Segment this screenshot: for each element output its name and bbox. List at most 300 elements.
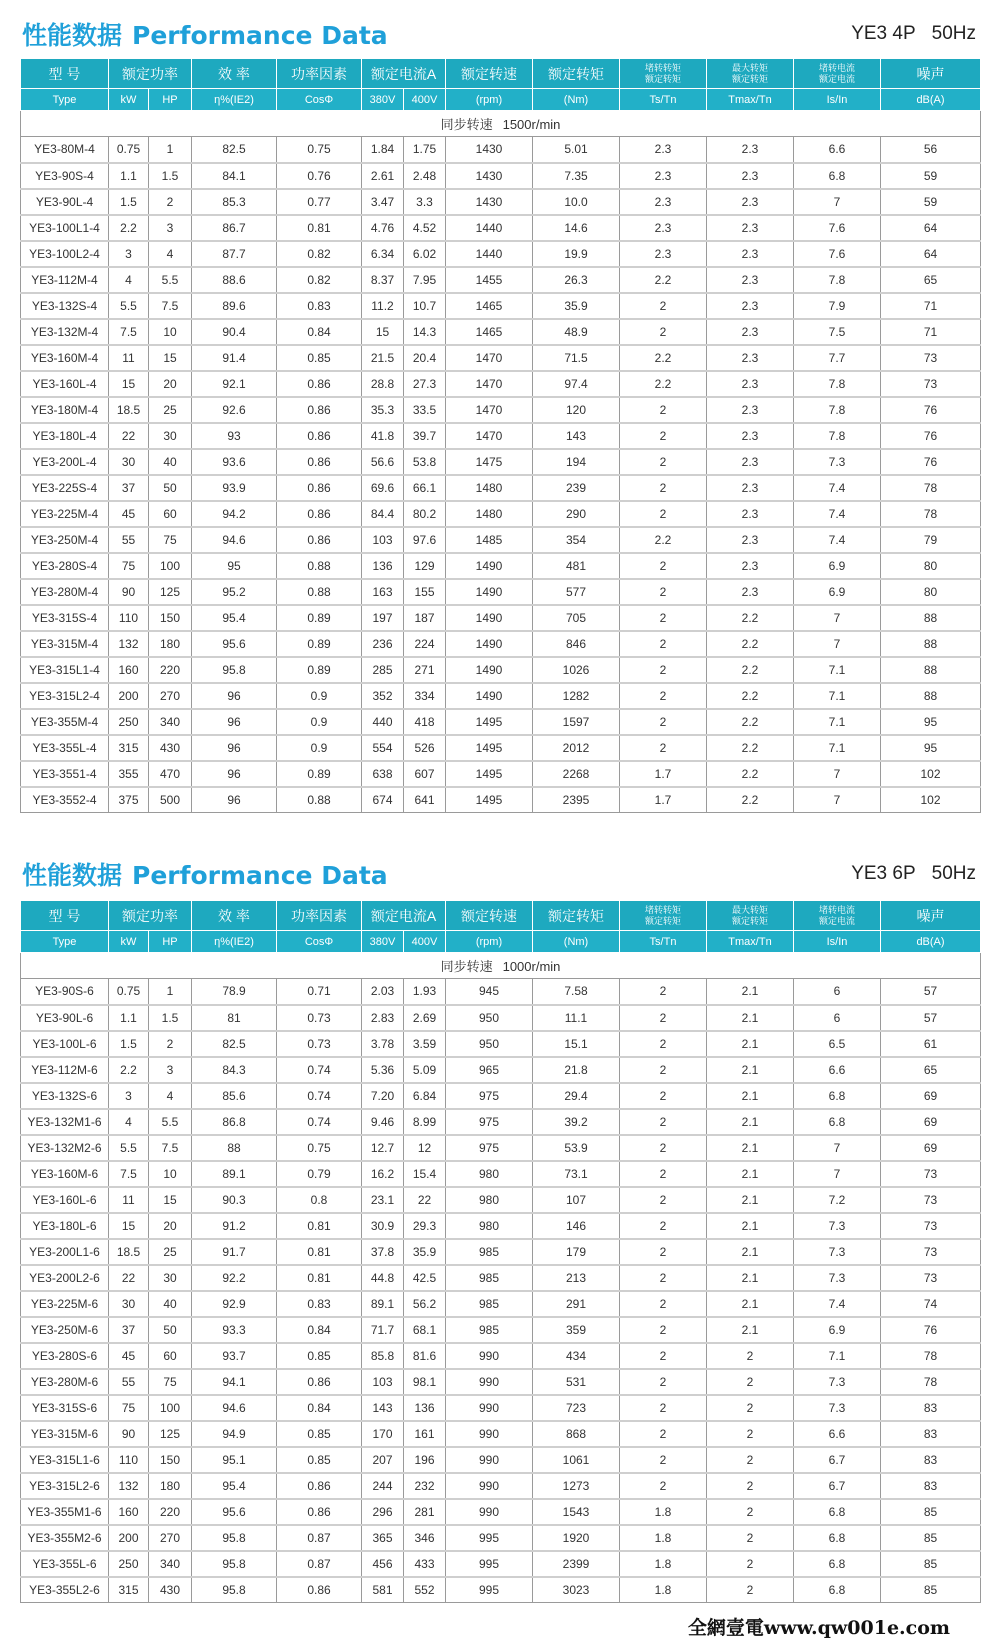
cell-type: YE3-180M-4 <box>21 397 109 423</box>
cell-current-400v: 3.3 <box>404 189 446 215</box>
table-row <box>21 1213 981 1239</box>
cell-type: YE3-100L-6 <box>21 1031 109 1057</box>
cell-type: YE3-315L1-6 <box>21 1447 109 1473</box>
cell-locked-current-ratio: 7 <box>794 189 881 215</box>
cell-noise: 83 <box>881 1421 981 1447</box>
cell-noise: 69 <box>881 1083 981 1109</box>
cell-locked-current-ratio: 7.6 <box>794 215 881 241</box>
cell-locked-torque-ratio: 2.3 <box>620 137 707 163</box>
cell-locked-current-ratio: 7.4 <box>794 1291 881 1317</box>
cell-type: YE3-355M-4 <box>21 709 109 735</box>
cell-rated-speed: 1475 <box>446 449 533 475</box>
sync-speed-label: 同步转速 <box>440 117 493 132</box>
cell-locked-current-ratio: 7.7 <box>794 345 881 371</box>
cell-current-380v: 638 <box>362 761 404 787</box>
cell-power-factor: 0.82 <box>277 241 362 267</box>
cell-max-torque-ratio: 2.3 <box>707 527 794 553</box>
cell-rated-speed: 1495 <box>446 787 533 813</box>
cell-noise: 76 <box>881 1317 981 1343</box>
cell-current-380v: 3.47 <box>362 189 404 215</box>
cell-locked-torque-ratio: 2 <box>620 631 707 657</box>
cell-current-380v: 69.6 <box>362 475 404 501</box>
cell-current-380v: 4.76 <box>362 215 404 241</box>
cell-max-torque-ratio: 2 <box>707 1369 794 1395</box>
table-row <box>21 1291 981 1317</box>
cell-power-factor: 0.86 <box>277 397 362 423</box>
cell-locked-torque-ratio: 2 <box>620 1421 707 1447</box>
cell-max-torque-ratio: 2.2 <box>707 709 794 735</box>
cell-current-400v: 20.4 <box>404 345 446 371</box>
cell-power-kw: 1.1 <box>109 1005 149 1031</box>
header-power-cn: 额定功率 <box>109 59 192 89</box>
cell-rated-speed: 965 <box>446 1057 533 1083</box>
cell-rated-speed: 990 <box>446 1447 533 1473</box>
cell-locked-current-ratio: 6.9 <box>794 579 881 605</box>
cell-locked-current-ratio: 6.8 <box>794 1525 881 1551</box>
cell-locked-current-ratio: 6.8 <box>794 1083 881 1109</box>
cell-rated-torque: 2268 <box>533 761 620 787</box>
table-row <box>21 553 981 579</box>
cell-power-factor: 0.88 <box>277 553 362 579</box>
cell-noise: 80 <box>881 553 981 579</box>
cell-efficiency: 93 <box>192 423 277 449</box>
cell-noise: 59 <box>881 163 981 189</box>
cell-power-hp: 180 <box>149 1473 192 1499</box>
cell-noise: 71 <box>881 319 981 345</box>
cell-power-factor: 0.86 <box>277 423 362 449</box>
title-cn: 性能数据 <box>22 861 123 890</box>
cell-rated-torque: 1543 <box>533 1499 620 1525</box>
cell-efficiency: 84.3 <box>192 1057 277 1083</box>
cell-noise: 57 <box>881 1005 981 1031</box>
cell-rated-speed: 995 <box>446 1577 533 1603</box>
title-en: Performance Data <box>132 861 388 890</box>
cell-noise: 59 <box>881 189 981 215</box>
table-row <box>21 979 981 1005</box>
header-isin: Is/In <box>794 931 881 953</box>
cell-power-factor: 0.86 <box>277 1577 362 1603</box>
cell-power-factor: 0.87 <box>277 1525 362 1551</box>
cell-locked-current-ratio: 7 <box>794 605 881 631</box>
cell-noise: 73 <box>881 1265 981 1291</box>
cell-power-factor: 0.73 <box>277 1031 362 1057</box>
cell-max-torque-ratio: 2.1 <box>707 1213 794 1239</box>
cell-max-torque-ratio: 2 <box>707 1499 794 1525</box>
frequency: 50Hz <box>931 23 976 44</box>
header-pf-en: CosΦ <box>277 931 362 953</box>
table-row <box>21 1473 981 1499</box>
cell-power-hp: 10 <box>149 319 192 345</box>
table-row <box>21 1369 981 1395</box>
table-row <box>21 267 981 293</box>
cell-max-torque-ratio: 2.1 <box>707 1161 794 1187</box>
cell-current-400v: 1.75 <box>404 137 446 163</box>
cell-locked-torque-ratio: 2 <box>620 501 707 527</box>
cell-type: YE3-200L1-6 <box>21 1239 109 1265</box>
cell-efficiency: 86.8 <box>192 1109 277 1135</box>
cell-efficiency: 94.2 <box>192 501 277 527</box>
cell-type: YE3-225S-4 <box>21 475 109 501</box>
cell-locked-torque-ratio: 2.3 <box>620 215 707 241</box>
cell-max-torque-ratio: 2.3 <box>707 397 794 423</box>
table-row <box>21 449 981 475</box>
cell-efficiency: 96 <box>192 709 277 735</box>
cell-power-kw: 1.5 <box>109 189 149 215</box>
cell-current-380v: 89.1 <box>362 1291 404 1317</box>
cell-power-kw: 110 <box>109 605 149 631</box>
cell-max-torque-ratio: 2.1 <box>707 1005 794 1031</box>
cell-noise: 95 <box>881 709 981 735</box>
cell-power-factor: 0.86 <box>277 501 362 527</box>
cell-efficiency: 82.5 <box>192 1031 277 1057</box>
cell-power-hp: 430 <box>149 735 192 761</box>
cell-rated-torque: 1920 <box>533 1525 620 1551</box>
cell-power-kw: 75 <box>109 553 149 579</box>
table-row <box>21 137 981 163</box>
cell-power-hp: 5.5 <box>149 267 192 293</box>
cell-max-torque-ratio: 2.2 <box>707 657 794 683</box>
cell-locked-torque-ratio: 2 <box>620 979 707 1005</box>
cell-current-380v: 103 <box>362 1369 404 1395</box>
model-name: YE3 4P <box>851 23 916 44</box>
cell-type: YE3-250M-4 <box>21 527 109 553</box>
cell-rated-speed: 1495 <box>446 761 533 787</box>
cell-locked-torque-ratio: 2 <box>620 1291 707 1317</box>
cell-rated-speed: 1470 <box>446 371 533 397</box>
cell-rated-torque: 143 <box>533 423 620 449</box>
cell-power-factor: 0.79 <box>277 1161 362 1187</box>
table-row <box>21 579 981 605</box>
cell-power-factor: 0.88 <box>277 579 362 605</box>
cell-power-kw: 75 <box>109 1395 149 1421</box>
cell-locked-current-ratio: 6 <box>794 979 881 1005</box>
cell-power-hp: 50 <box>149 475 192 501</box>
cell-current-380v: 71.7 <box>362 1317 404 1343</box>
cell-locked-torque-ratio: 2.2 <box>620 267 707 293</box>
sync-speed-row <box>21 111 981 137</box>
cell-power-factor: 0.8 <box>277 1187 362 1213</box>
cell-power-kw: 375 <box>109 787 149 813</box>
cell-max-torque-ratio: 2.3 <box>707 241 794 267</box>
cell-rated-speed: 980 <box>446 1161 533 1187</box>
header-row-en <box>21 89 981 111</box>
cell-locked-torque-ratio: 1.8 <box>620 1525 707 1551</box>
cell-locked-current-ratio: 6.8 <box>794 1577 881 1603</box>
cell-rated-torque: 577 <box>533 579 620 605</box>
cell-efficiency: 85.3 <box>192 189 277 215</box>
cell-power-kw: 1.5 <box>109 1031 149 1057</box>
section-4p <box>20 10 980 807</box>
cell-locked-torque-ratio: 2 <box>620 423 707 449</box>
cell-noise: 78 <box>881 1369 981 1395</box>
cell-rated-torque: 846 <box>533 631 620 657</box>
cell-current-380v: 9.46 <box>362 1109 404 1135</box>
cell-power-hp: 100 <box>149 553 192 579</box>
cell-current-400v: 66.1 <box>404 475 446 501</box>
header-nm: (Nm) <box>533 89 620 111</box>
cell-rated-speed: 985 <box>446 1239 533 1265</box>
cell-power-hp: 7.5 <box>149 1135 192 1161</box>
header-maxt-cn: 最大转矩 额定转矩 <box>707 901 794 931</box>
cell-rated-speed: 1490 <box>446 657 533 683</box>
cell-power-kw: 22 <box>109 423 149 449</box>
cell-rated-speed: 975 <box>446 1135 533 1161</box>
cell-locked-torque-ratio: 1.8 <box>620 1499 707 1525</box>
cell-type: YE3-280M-4 <box>21 579 109 605</box>
header-current-cn: 额定电流A <box>362 901 446 931</box>
cell-power-hp: 470 <box>149 761 192 787</box>
cell-rated-torque: 15.1 <box>533 1031 620 1057</box>
table-row <box>21 1161 981 1187</box>
cell-locked-current-ratio: 6 <box>794 1005 881 1031</box>
cell-power-kw: 55 <box>109 1369 149 1395</box>
cell-type: YE3-90S-6 <box>21 979 109 1005</box>
cell-noise: 78 <box>881 475 981 501</box>
cell-locked-current-ratio: 7.3 <box>794 1239 881 1265</box>
cell-current-380v: 6.34 <box>362 241 404 267</box>
cell-locked-torque-ratio: 2 <box>620 475 707 501</box>
cell-efficiency: 78.9 <box>192 979 277 1005</box>
cell-rated-torque: 434 <box>533 1343 620 1369</box>
cell-power-kw: 30 <box>109 449 149 475</box>
cell-power-kw: 3 <box>109 1083 149 1109</box>
cell-power-factor: 0.86 <box>277 371 362 397</box>
cell-efficiency: 92.6 <box>192 397 277 423</box>
cell-locked-torque-ratio: 2.3 <box>620 163 707 189</box>
cell-noise: 73 <box>881 345 981 371</box>
sync-speed <box>21 111 981 137</box>
cell-type: YE3-132M1-6 <box>21 1109 109 1135</box>
cell-current-380v: 136 <box>362 553 404 579</box>
cell-locked-current-ratio: 7 <box>794 1161 881 1187</box>
cell-noise: 76 <box>881 397 981 423</box>
cell-power-hp: 180 <box>149 631 192 657</box>
cell-noise: 57 <box>881 979 981 1005</box>
cell-efficiency: 90.4 <box>192 319 277 345</box>
cell-current-380v: 41.8 <box>362 423 404 449</box>
cell-rated-torque: 354 <box>533 527 620 553</box>
cell-noise: 102 <box>881 761 981 787</box>
cell-rated-torque: 531 <box>533 1369 620 1395</box>
cell-power-hp: 100 <box>149 1395 192 1421</box>
cell-locked-torque-ratio: 2 <box>620 605 707 631</box>
cell-max-torque-ratio: 2 <box>707 1395 794 1421</box>
cell-rated-torque: 73.1 <box>533 1161 620 1187</box>
cell-current-380v: 16.2 <box>362 1161 404 1187</box>
cell-power-hp: 3 <box>149 215 192 241</box>
cell-power-hp: 5.5 <box>149 1109 192 1135</box>
cell-type: YE3-280M-6 <box>21 1369 109 1395</box>
cell-locked-current-ratio: 7.6 <box>794 241 881 267</box>
cell-power-kw: 355 <box>109 761 149 787</box>
cell-current-380v: 44.8 <box>362 1265 404 1291</box>
cell-locked-current-ratio: 7.4 <box>794 475 881 501</box>
table-row <box>21 397 981 423</box>
cell-power-hp: 220 <box>149 1499 192 1525</box>
cell-power-hp: 75 <box>149 1369 192 1395</box>
header-eff-cn: 效 率 <box>192 901 277 931</box>
cell-max-torque-ratio: 2 <box>707 1473 794 1499</box>
header-rpm: (rpm) <box>446 931 533 953</box>
cell-power-factor: 0.83 <box>277 1291 362 1317</box>
cell-power-hp: 2 <box>149 1031 192 1057</box>
cell-locked-current-ratio: 7.3 <box>794 1213 881 1239</box>
cell-rated-speed: 995 <box>446 1525 533 1551</box>
header-torque-cn: 额定转矩 <box>533 901 620 931</box>
cell-current-400v: 418 <box>404 709 446 735</box>
cell-locked-torque-ratio: 2.2 <box>620 371 707 397</box>
cell-power-factor: 0.86 <box>277 475 362 501</box>
cell-current-380v: 365 <box>362 1525 404 1551</box>
cell-locked-torque-ratio: 2.3 <box>620 241 707 267</box>
header-v380: 380V <box>362 89 404 111</box>
cell-power-hp: 340 <box>149 1551 192 1577</box>
cell-current-400v: 196 <box>404 1447 446 1473</box>
cell-power-kw: 315 <box>109 1577 149 1603</box>
cell-current-380v: 197 <box>362 605 404 631</box>
header-type-en: Type <box>21 931 109 953</box>
cell-current-380v: 554 <box>362 735 404 761</box>
cell-power-kw: 250 <box>109 709 149 735</box>
table-row <box>21 527 981 553</box>
cell-noise: 73 <box>881 1187 981 1213</box>
cell-power-kw: 5.5 <box>109 1135 149 1161</box>
cell-locked-torque-ratio: 2 <box>620 579 707 605</box>
cell-power-hp: 50 <box>149 1317 192 1343</box>
cell-noise: 85 <box>881 1525 981 1551</box>
cell-rated-torque: 1026 <box>533 657 620 683</box>
cell-efficiency: 84.1 <box>192 163 277 189</box>
header-noise-cn: 噪声 <box>881 901 981 931</box>
cell-efficiency: 91.4 <box>192 345 277 371</box>
cell-type: YE3-225M-6 <box>21 1291 109 1317</box>
cell-power-kw: 37 <box>109 1317 149 1343</box>
cell-power-factor: 0.84 <box>277 1317 362 1343</box>
cell-current-400v: 97.6 <box>404 527 446 553</box>
cell-rated-torque: 213 <box>533 1265 620 1291</box>
cell-current-400v: 129 <box>404 553 446 579</box>
cell-power-factor: 0.83 <box>277 293 362 319</box>
cell-power-hp: 1 <box>149 979 192 1005</box>
cell-locked-torque-ratio: 2 <box>620 1369 707 1395</box>
table-row <box>21 1395 981 1421</box>
cell-noise: 79 <box>881 527 981 553</box>
header-nm: (Nm) <box>533 931 620 953</box>
cell-locked-current-ratio: 7.4 <box>794 501 881 527</box>
cell-current-380v: 12.7 <box>362 1135 404 1161</box>
performance-table <box>20 58 981 813</box>
table-row <box>21 319 981 345</box>
cell-power-hp: 4 <box>149 1083 192 1109</box>
cell-max-torque-ratio: 2.3 <box>707 501 794 527</box>
cell-current-400v: 155 <box>404 579 446 605</box>
sync-speed-value: 1000r/min <box>502 959 561 974</box>
cell-power-kw: 45 <box>109 501 149 527</box>
cell-efficiency: 87.7 <box>192 241 277 267</box>
cell-power-kw: 18.5 <box>109 397 149 423</box>
cell-locked-torque-ratio: 1.7 <box>620 787 707 813</box>
cell-locked-current-ratio: 6.6 <box>794 1421 881 1447</box>
cell-rated-torque: 239 <box>533 475 620 501</box>
cell-rated-torque: 39.2 <box>533 1109 620 1135</box>
cell-noise: 85 <box>881 1499 981 1525</box>
header-rpm: (rpm) <box>446 89 533 111</box>
cell-locked-current-ratio: 7.9 <box>794 293 881 319</box>
cell-rated-speed: 950 <box>446 1005 533 1031</box>
title-cn: 性能数据 <box>22 21 123 50</box>
cell-current-380v: 23.1 <box>362 1187 404 1213</box>
cell-current-380v: 30.9 <box>362 1213 404 1239</box>
cell-efficiency: 95.8 <box>192 1577 277 1603</box>
cell-power-hp: 340 <box>149 709 192 735</box>
cell-power-kw: 110 <box>109 1447 149 1473</box>
cell-rated-torque: 26.3 <box>533 267 620 293</box>
cell-power-kw: 160 <box>109 657 149 683</box>
cell-rated-torque: 14.6 <box>533 215 620 241</box>
cell-locked-current-ratio: 6.8 <box>794 163 881 189</box>
cell-power-hp: 150 <box>149 605 192 631</box>
cell-power-kw: 22 <box>109 1265 149 1291</box>
section-6p <box>20 850 980 1597</box>
cell-efficiency: 89.6 <box>192 293 277 319</box>
table-row <box>21 1031 981 1057</box>
table-row <box>21 189 981 215</box>
cell-max-torque-ratio: 2 <box>707 1343 794 1369</box>
table-row <box>21 605 981 631</box>
cell-type: YE3-100L2-4 <box>21 241 109 267</box>
cell-efficiency: 89.1 <box>192 1161 277 1187</box>
cell-power-factor: 0.86 <box>277 1369 362 1395</box>
cell-type: YE3-3551-4 <box>21 761 109 787</box>
cell-rated-speed: 995 <box>446 1551 533 1577</box>
cell-max-torque-ratio: 2.1 <box>707 1239 794 1265</box>
cell-power-kw: 200 <box>109 1525 149 1551</box>
cell-max-torque-ratio: 2.3 <box>707 293 794 319</box>
cell-max-torque-ratio: 2.3 <box>707 345 794 371</box>
cell-rated-speed: 1485 <box>446 527 533 553</box>
header-tmaxtn: Tmax/Tn <box>707 931 794 953</box>
cell-rated-speed: 1465 <box>446 319 533 345</box>
cell-efficiency: 96 <box>192 787 277 813</box>
cell-rated-torque: 107 <box>533 1187 620 1213</box>
table-row <box>21 345 981 371</box>
cell-power-factor: 0.81 <box>277 215 362 241</box>
header-hp: HP <box>149 931 192 953</box>
header-row-cn <box>21 59 981 89</box>
cell-power-factor: 0.82 <box>277 267 362 293</box>
cell-power-hp: 2 <box>149 189 192 215</box>
cell-efficiency: 93.7 <box>192 1343 277 1369</box>
cell-type: YE3-315M-4 <box>21 631 109 657</box>
cell-max-torque-ratio: 2 <box>707 1421 794 1447</box>
cell-rated-torque: 97.4 <box>533 371 620 397</box>
cell-current-380v: 3.78 <box>362 1031 404 1057</box>
cell-rated-torque: 7.35 <box>533 163 620 189</box>
cell-current-400v: 2.48 <box>404 163 446 189</box>
cell-power-factor: 0.85 <box>277 1447 362 1473</box>
cell-rated-torque: 71.5 <box>533 345 620 371</box>
table-row <box>21 423 981 449</box>
cell-efficiency: 95 <box>192 553 277 579</box>
cell-locked-current-ratio: 7.1 <box>794 683 881 709</box>
cell-current-400v: 5.09 <box>404 1057 446 1083</box>
cell-locked-current-ratio: 7.4 <box>794 527 881 553</box>
cell-locked-current-ratio: 7.1 <box>794 657 881 683</box>
cell-efficiency: 92.9 <box>192 1291 277 1317</box>
cell-power-factor: 0.77 <box>277 189 362 215</box>
cell-power-factor: 0.88 <box>277 787 362 813</box>
cell-noise: 73 <box>881 371 981 397</box>
